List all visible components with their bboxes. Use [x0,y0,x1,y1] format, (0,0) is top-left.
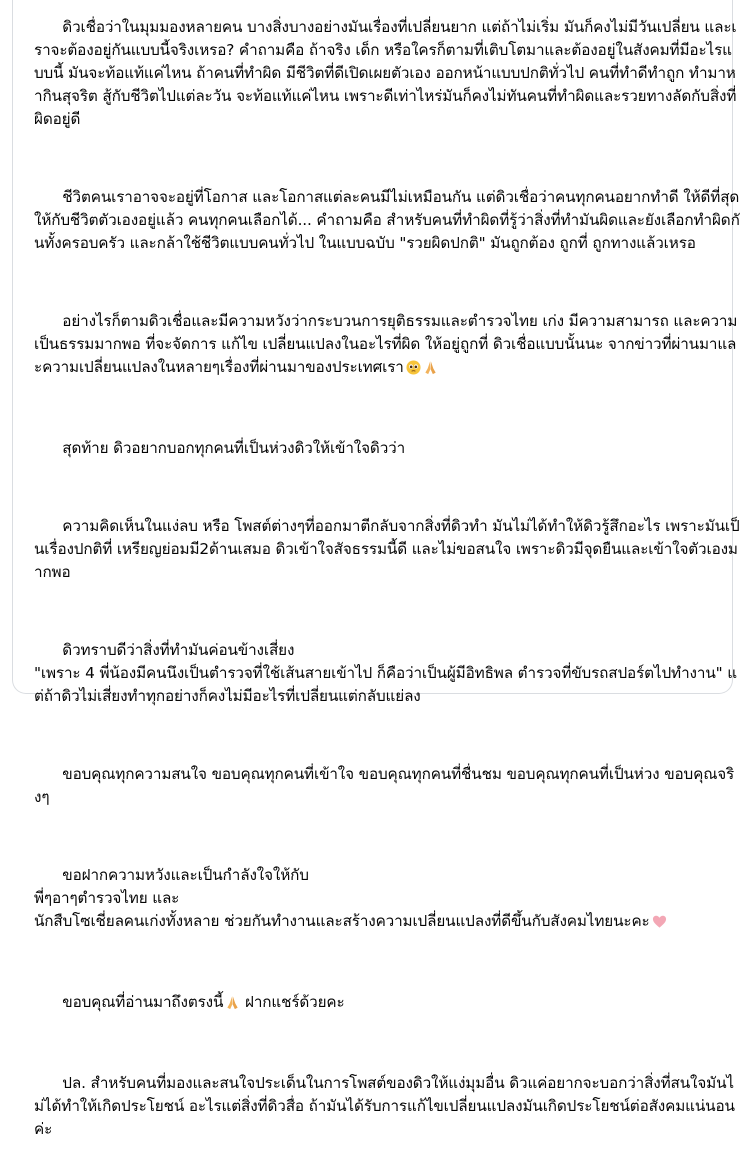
praying-hands-icon [225,994,240,1017]
post-text: ความคิดเห็นในแง่ลบ หรือ โพสต์ต่างๆที่ออกมาตีกลับจากสิ่งที่ดิวทำ มันไม่ได้ทำให้ดิวรู้สึกอะไร เพราะมันเป็นเรื่องปกติที่ เหรียญย่อมมี2ด้านเสมอ ดิวเข้าใจสัจธรรมนี้ดี และไม่ขอสนใจ เพราะดิวมีจุดยืนและเข้าใจตัวเองมากพอ [34,517,740,581]
post-text: ขอบคุณทุกความสนใจ ขอบคุณทุกคนที่เข้าใจ ขอบคุณทุกคนที่ชื่นชม ขอบคุณทุกคนที่เป็นห่วง ขอบคุณจริงๆ [34,765,735,806]
post-card [12,0,740,1138]
post-body [34,0,740,1173]
post-paragraph-5 [34,492,740,607]
post-paragraph-3 [34,287,740,405]
post-text: ขอฝากความหวังและเป็นกำลังใจให้กับ พี่ๆอาๆตำรวจไทย และ นักสืบโซเชี่ยลคนเก่งทั้งหลาย ช่วยกันทำงานและสร้างความเปลี่ยนแปลงที่ดีขึ้นกับสังคมไทยนะคะ [34,866,650,930]
post-text: สุดท้าย ดิวอยากบอกทุกคนที่เป็นห่วงดิวให้เข้าใจดิวว่า [62,439,406,457]
praying-hands-icon [423,359,438,382]
post-paragraph-8 [34,841,740,959]
post-text-suffix: ฝากแชร์ด้วยคะ [240,993,345,1011]
post-paragraph-9 [34,968,740,1040]
red-heart-icon [652,913,667,936]
post-paragraph-1 [34,0,740,154]
post-text: ชีวิตคนเราอาจจะอยู่ที่โอกาส และโอกาสแต่ละคนมีไม่เหมือนกัน แต่ดิวเชื่อว่าคนทุกคนอยากทำดี ให้ดีที่สุดให้กับชีวิตตัวเองอยู่แล้ว คนทุกคนเลือกได้... คำถามคือ สำหรับคนที่ทำผิดที่รู้ว่าสิ่งที่ทำมันผิดและยังเลือกทำผิดกันทั้งครอบครัว และกล้าใช้ชีวิตแบบคนทั่วไป ในแบบฉบับ "รวยผิดปกติ" มันถูกต้อง ถูกที่ ถูกทางแล้วเหรอ [34,188,740,252]
post-text: ขอบคุณที่อ่านมาถึงตรงนี้ [62,993,224,1011]
post-paragraph-10 [34,1049,740,1164]
post-paragraph-2 [34,163,740,278]
post-text: ปล. สำหรับคนที่มองและสนใจประเด็นในการโพสต์ของดิวให้แง่มุมอื่น ดิวแค่อยากจะบอกว่าสิ่งที่สนใจมันไม่ได้ทำให้เกิดประโยชน์ อะไรแต่สิ่งที่ดิวสื่อ ถ้ามันได้รับการแก้ไขเปลี่ยนแปลงมันเกิดประโยชน์ต่อสังคมแน่นอนค่ะ [34,1074,735,1138]
pleading-face-icon [406,359,421,382]
post-text: ดิวทราบดีว่าสิ่งที่ทำมันค่อนข้างเสี่ยง "เพราะ 4 พี่น้องมีคนนึงเป็นตำรวจที่ใช้เส้นสายเข้าไป ก็คือว่าเป็นผู้มีอิทธิพล ตำรวจที่ขับรถสปอร์ตไปทำงาน" แต่ถ้าดิวไม่เสี่ยงทำทุกอย่างก็คงไม่มีอะไรที่เปลี่ยนแต่กลับแย่ลง [34,641,737,705]
post-text: อย่างไรก็ตามดิวเชื่อและมีความหวังว่ากระบวนการยุติธรรมและตำรวจไทย เก่ง มีความสามารถ และความเป็นธรรมมากพอ ที่จะจัดการ แก้ไข เปลี่ยนแปลงในอะไรที่ผิด ให้อยู่ถูกที่ ดิวเชื่อแบบนั้นนะ จากข่าวที่ผ่านมาและความเปลี่ยนแปลงในหลายๆเรื่องที่ผ่านมาของประเทศเรา [34,312,738,376]
post-text: ดิวเชื่อว่าในมุมมองหลายคน บางสิ่งบางอย่างมันเรื่องที่เปลี่ยนยาก แต่ถ้าไม่เริ่ม มันก็คงไม่มีวันเปลี่ยน และเราจะต้องอยู่กันแบบนี้จริงเหรอ? คำถามคือ ถ้าจริง เด็ก หรือใครก็ตามที่เติบโตมาและต้องอยู่ในสังคมที่มีอะไรแบบนี้ มันจะท้อแท้แค่ไหน ถ้าคนที่ทำผิด มีชีวิตที่ดีเปิดเผยตัวเอง ออกหน้าแบบปกติทั่วไป คนที่ทำดีทำถูก ทำมาหากินสุจริต สู้กับชีวิตไปแต่ละวัน จะท้อแท้แค่ไหน เพราะดีเท่าไหร่มันก็คงไม่ทันคนที่ทำผิดและรวยทางลัดกับสิ่งที่ผิดอยู่ดี [34,18,737,128]
post-paragraph-7 [34,740,740,832]
post-paragraph-6 [34,616,740,731]
post-paragraph-4 [34,414,740,483]
